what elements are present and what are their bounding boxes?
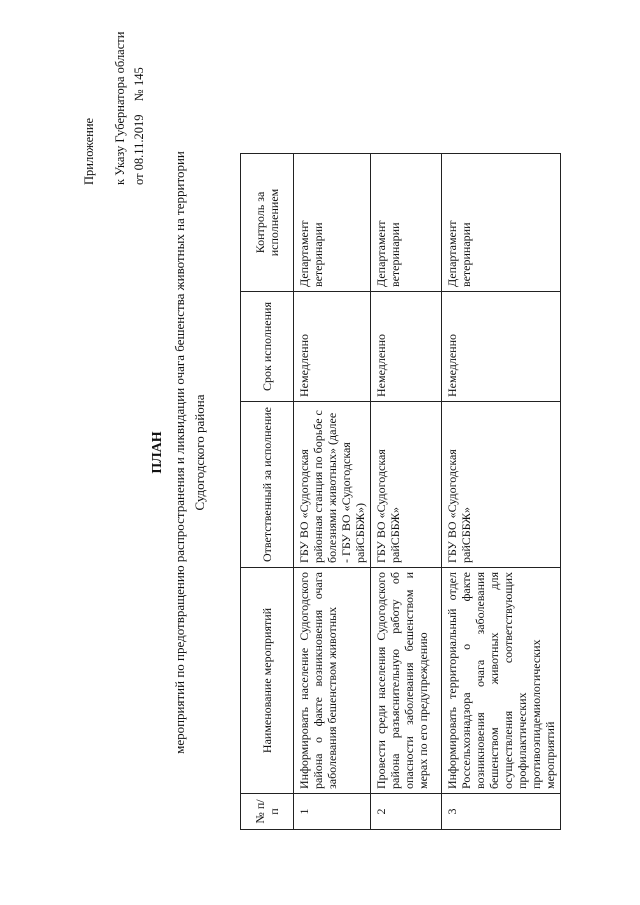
row-control: Департамент ветеринарии [371, 154, 442, 292]
table-row [294, 154, 371, 830]
row-deadline: Немедленно [442, 292, 561, 402]
row-control: Департамент ветеринарии [442, 154, 561, 292]
row-control: Департамент ветеринарии [294, 154, 371, 292]
annex-block [80, 32, 149, 185]
annex-number: 145 [132, 67, 146, 87]
annex-date: 08.11.2019 [132, 114, 146, 171]
page-title: ПЛАН [150, 431, 165, 474]
row-num: 1 [294, 794, 371, 830]
annex-title: Приложение [82, 117, 96, 185]
table-row [371, 154, 442, 830]
annex-number-sign: № [132, 89, 146, 102]
row-responsible: ГБУ ВО «Судогодская райСББЖ» [442, 402, 561, 568]
plan-subtitle-district: Судогодского района [192, 394, 207, 511]
row-responsible: ГБУ ВО «Судогодская райСББЖ» [371, 402, 442, 568]
header-deadline: Срок исполнения [241, 292, 294, 402]
row-responsible: ГБУ ВО «Судогодская районная станция по борьбе с болезнями животных» (далее - ГБУ ВО «Судогодская райСББЖ») [294, 402, 371, 568]
header-responsible: Ответственный за исполнение [241, 402, 294, 568]
row-action: Информировать население Судогодского района о факте возникновения очага заболевания бешенством животных [294, 568, 371, 794]
annex-date-prefix: от [132, 173, 146, 185]
table-row [442, 154, 561, 830]
row-deadline: Немедленно [371, 292, 442, 402]
row-num: 3 [442, 794, 561, 830]
row-action: Провести среди населения Судогодского района разъяснительную работу об опасности заболевания бешенством и мерах по его предупреждению [371, 568, 442, 794]
annex-decree: к Указу Губернатора области [113, 31, 127, 185]
row-deadline: Немедленно [294, 292, 371, 402]
plan-subtitle: мероприятий по предотвращению распространения и ликвидации очага бешенства животных на территории [172, 151, 187, 754]
header-action: Наименование мероприятий [241, 568, 294, 794]
plan-table [240, 153, 561, 830]
table-header-row [241, 154, 294, 830]
header-control: Контроль за исполнением [241, 154, 294, 292]
row-num: 2 [371, 794, 442, 830]
header-num: № п/п [241, 794, 294, 830]
annex-date-line [130, 32, 149, 185]
row-action: Информировать территориальный отдел Россельхознадзора о факте возникновения очага заболевания бешенством животных для осуществления соответствующих профилактических противоэпидемиологических мероприятий [442, 568, 561, 794]
